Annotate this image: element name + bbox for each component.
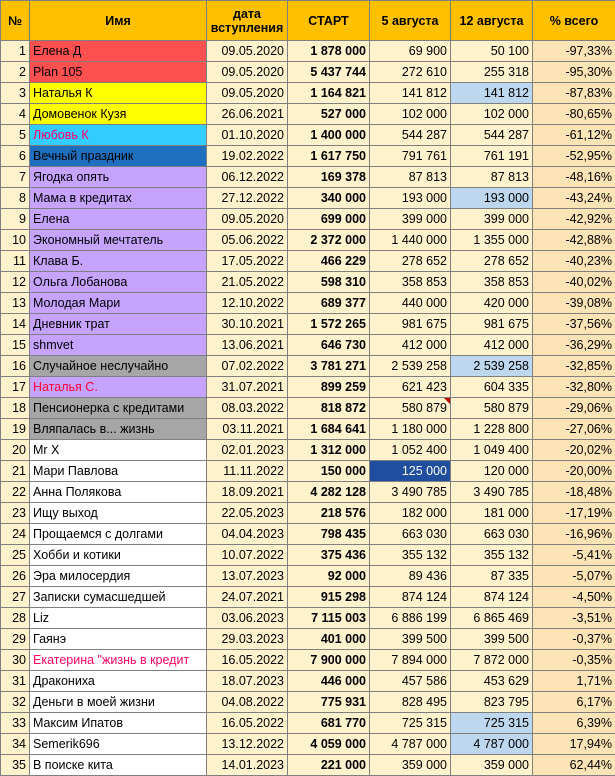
cell-aug5[interactable]: 7 894 000 <box>370 650 451 671</box>
cell-name[interactable]: shmvet <box>30 335 207 356</box>
cell-no[interactable]: 16 <box>1 356 30 377</box>
table-row <box>1 104 615 125</box>
cell-no[interactable]: 1 <box>1 41 30 62</box>
cell-aug5[interactable]: 621 423 <box>370 377 451 398</box>
cell-date[interactable]: 04.08.2022 <box>207 692 288 713</box>
cell-pct[interactable]: 6,39% <box>533 713 615 734</box>
cell-no[interactable]: 26 <box>1 566 30 587</box>
cell-aug5[interactable]: 355 132 <box>370 545 451 566</box>
cell-start[interactable]: 527 000 <box>288 104 370 125</box>
table-row <box>1 650 615 671</box>
cell-aug12[interactable]: 355 132 <box>451 545 533 566</box>
table-row <box>1 293 615 314</box>
cell-no[interactable]: 19 <box>1 419 30 440</box>
cell-name[interactable]: Semerik696 <box>30 734 207 755</box>
cell-no[interactable]: 35 <box>1 755 30 776</box>
cell-no[interactable]: 20 <box>1 440 30 461</box>
table-row <box>1 503 615 524</box>
cell-no[interactable]: 2 <box>1 62 30 83</box>
cell-aug12[interactable]: 4 787 000 <box>451 734 533 755</box>
cell-aug5[interactable]: 828 495 <box>370 692 451 713</box>
cell-no[interactable]: 30 <box>1 650 30 671</box>
cell-pct[interactable]: 6,17% <box>533 692 615 713</box>
cell-name[interactable]: Наталья С. <box>30 377 207 398</box>
cell-name[interactable]: Записки сумасшедшей <box>30 587 207 608</box>
cell-start[interactable]: 375 436 <box>288 545 370 566</box>
cell-pct[interactable]: -97,33% <box>533 41 615 62</box>
cell-date[interactable]: 01.10.2020 <box>207 125 288 146</box>
table-row <box>1 545 615 566</box>
cell-no[interactable]: 23 <box>1 503 30 524</box>
cell-no[interactable]: 17 <box>1 377 30 398</box>
cell-pct[interactable]: -52,95% <box>533 146 615 167</box>
cell-name[interactable]: Мама в кредитах <box>30 188 207 209</box>
cell-date[interactable]: 19.02.2022 <box>207 146 288 167</box>
table-row <box>1 62 615 83</box>
cell-start[interactable]: 689 377 <box>288 293 370 314</box>
cell-pct[interactable]: -80,65% <box>533 104 615 125</box>
cell-aug5[interactable]: 981 675 <box>370 314 451 335</box>
cell-pct[interactable]: 1,71% <box>533 671 615 692</box>
cell-name[interactable]: Вляпалась в... жизнь <box>30 419 207 440</box>
header-no[interactable]: № <box>1 1 30 41</box>
cell-start[interactable]: 4 282 128 <box>288 482 370 503</box>
cell-name[interactable]: Клава Б. <box>30 251 207 272</box>
cell-aug5[interactable]: 125 000 <box>370 461 451 482</box>
table-row <box>1 314 615 335</box>
cell-no[interactable]: 34 <box>1 734 30 755</box>
cell-date[interactable]: 09.05.2020 <box>207 209 288 230</box>
cell-no[interactable]: 28 <box>1 608 30 629</box>
cell-no[interactable]: 29 <box>1 629 30 650</box>
cell-name[interactable]: Максим Ипатов <box>30 713 207 734</box>
table-row <box>1 608 615 629</box>
cell-aug12[interactable]: 420 000 <box>451 293 533 314</box>
cell-name[interactable]: Елена Д <box>30 41 207 62</box>
table-row <box>1 83 615 104</box>
cell-aug12[interactable]: 761 191 <box>451 146 533 167</box>
cell-aug12[interactable]: 1 355 000 <box>451 230 533 251</box>
cell-start[interactable]: 221 000 <box>288 755 370 776</box>
header-name[interactable]: Имя <box>30 1 207 41</box>
cell-date[interactable]: 02.01.2023 <box>207 440 288 461</box>
cell-name[interactable]: Прощаемся с долгами <box>30 524 207 545</box>
cell-name[interactable]: Экономный мечтатель <box>30 230 207 251</box>
cell-aug12[interactable]: 87 335 <box>451 566 533 587</box>
cell-start[interactable]: 775 931 <box>288 692 370 713</box>
cell-aug12[interactable]: 1 228 800 <box>451 419 533 440</box>
cell-no[interactable]: 32 <box>1 692 30 713</box>
table-row <box>1 398 615 419</box>
cell-date[interactable]: 31.07.2021 <box>207 377 288 398</box>
cell-no[interactable]: 10 <box>1 230 30 251</box>
table-row <box>1 230 615 251</box>
cell-no[interactable]: 5 <box>1 125 30 146</box>
table-row <box>1 209 615 230</box>
cell-aug5[interactable]: 1 440 000 <box>370 230 451 251</box>
table-row <box>1 146 615 167</box>
table-row <box>1 671 615 692</box>
cell-name[interactable]: Ягодка опять <box>30 167 207 188</box>
cell-start[interactable]: 4 059 000 <box>288 734 370 755</box>
cell-name[interactable]: Гаянэ <box>30 629 207 650</box>
cell-start[interactable]: 218 576 <box>288 503 370 524</box>
cell-start[interactable]: 401 000 <box>288 629 370 650</box>
cell-date[interactable]: 09.05.2020 <box>207 83 288 104</box>
cell-aug5[interactable]: 278 652 <box>370 251 451 272</box>
cell-start[interactable]: 1 572 265 <box>288 314 370 335</box>
cell-date[interactable]: 18.09.2021 <box>207 482 288 503</box>
cell-aug12[interactable]: 399 000 <box>451 209 533 230</box>
cell-aug12[interactable]: 50 100 <box>451 41 533 62</box>
cell-aug5[interactable]: 3 490 785 <box>370 482 451 503</box>
cell-start[interactable]: 169 378 <box>288 167 370 188</box>
cell-no[interactable]: 11 <box>1 251 30 272</box>
cell-aug5[interactable]: 412 000 <box>370 335 451 356</box>
cell-aug12[interactable]: 141 812 <box>451 83 533 104</box>
cell-start[interactable]: 1 684 641 <box>288 419 370 440</box>
cell-no[interactable]: 14 <box>1 314 30 335</box>
cell-date[interactable]: 06.12.2022 <box>207 167 288 188</box>
cell-aug12[interactable]: 6 865 469 <box>451 608 533 629</box>
cell-name[interactable]: Эра милосердия <box>30 566 207 587</box>
cell-name[interactable]: Ищу выход <box>30 503 207 524</box>
cell-name[interactable]: Пенсионерка с кредитами <box>30 398 207 419</box>
cell-date[interactable]: 29.03.2023 <box>207 629 288 650</box>
cell-start[interactable]: 466 229 <box>288 251 370 272</box>
header-aug5[interactable]: 5 августа <box>370 1 451 41</box>
header-aug12[interactable]: 12 августа <box>451 1 533 41</box>
cell-pct[interactable]: -40,02% <box>533 272 615 293</box>
cell-date[interactable]: 03.06.2023 <box>207 608 288 629</box>
cell-date[interactable]: 16.05.2022 <box>207 713 288 734</box>
cell-date[interactable]: 16.05.2022 <box>207 650 288 671</box>
table-row <box>1 587 615 608</box>
cell-date[interactable]: 08.03.2022 <box>207 398 288 419</box>
cell-name[interactable]: Мари Павлова <box>30 461 207 482</box>
cell-aug5[interactable]: 359 000 <box>370 755 451 776</box>
table-row <box>1 41 615 62</box>
cell-no[interactable]: 18 <box>1 398 30 419</box>
cell-pct[interactable]: -16,96% <box>533 524 615 545</box>
cell-start[interactable]: 681 770 <box>288 713 370 734</box>
cell-pct[interactable]: -5,07% <box>533 566 615 587</box>
cell-date[interactable]: 24.07.2021 <box>207 587 288 608</box>
cell-start[interactable]: 2 372 000 <box>288 230 370 251</box>
cell-aug12[interactable]: 193 000 <box>451 188 533 209</box>
cell-no[interactable]: 3 <box>1 83 30 104</box>
table-row <box>1 734 615 755</box>
cell-aug5[interactable]: 6 886 199 <box>370 608 451 629</box>
cell-aug12[interactable]: 120 000 <box>451 461 533 482</box>
cell-no[interactable]: 13 <box>1 293 30 314</box>
cell-no[interactable]: 15 <box>1 335 30 356</box>
table-row <box>1 251 615 272</box>
cell-date[interactable]: 26.06.2021 <box>207 104 288 125</box>
cell-aug5[interactable]: 358 853 <box>370 272 451 293</box>
cell-aug12[interactable]: 663 030 <box>451 524 533 545</box>
cell-start[interactable]: 798 435 <box>288 524 370 545</box>
cell-pct[interactable]: -39,08% <box>533 293 615 314</box>
cell-aug5[interactable]: 4 787 000 <box>370 734 451 755</box>
cell-pct[interactable]: -32,80% <box>533 377 615 398</box>
table-row <box>1 566 615 587</box>
cell-aug12[interactable]: 7 872 000 <box>451 650 533 671</box>
cell-name[interactable]: В поиске кита <box>30 755 207 776</box>
cell-date[interactable]: 30.10.2021 <box>207 314 288 335</box>
cell-name[interactable]: Mr X <box>30 440 207 461</box>
cell-start[interactable]: 598 310 <box>288 272 370 293</box>
cell-aug12[interactable]: 874 124 <box>451 587 533 608</box>
cell-pct[interactable]: -17,19% <box>533 503 615 524</box>
cell-aug5[interactable]: 874 124 <box>370 587 451 608</box>
cell-name[interactable]: Екатерина "жизнь в кредит <box>30 650 207 671</box>
cell-name[interactable]: Вечный праздник <box>30 146 207 167</box>
table-row <box>1 524 615 545</box>
cell-aug12[interactable]: 2 539 258 <box>451 356 533 377</box>
cell-start[interactable]: 1 164 821 <box>288 83 370 104</box>
cell-name[interactable]: Хобби и котики <box>30 545 207 566</box>
cell-pct[interactable]: 62,44% <box>533 755 615 776</box>
cell-start[interactable]: 3 781 271 <box>288 356 370 377</box>
cell-pct[interactable]: -0,35% <box>533 650 615 671</box>
table-row <box>1 440 615 461</box>
header-date[interactable]: дата вступления <box>207 1 288 41</box>
cell-aug5[interactable]: 87 813 <box>370 167 451 188</box>
cell-date[interactable]: 22.05.2023 <box>207 503 288 524</box>
cell-pct[interactable]: -61,12% <box>533 125 615 146</box>
cell-name[interactable]: Liz <box>30 608 207 629</box>
cell-aug5[interactable]: 399 000 <box>370 209 451 230</box>
table-row <box>1 461 615 482</box>
cell-pct[interactable]: -29,06% <box>533 398 615 419</box>
cell-aug5[interactable]: 182 000 <box>370 503 451 524</box>
cell-aug5[interactable]: 791 761 <box>370 146 451 167</box>
cell-pct[interactable]: -42,92% <box>533 209 615 230</box>
cell-no[interactable]: 24 <box>1 524 30 545</box>
cell-aug5[interactable]: 457 586 <box>370 671 451 692</box>
table-row <box>1 272 615 293</box>
cell-start[interactable]: 150 000 <box>288 461 370 482</box>
cell-name[interactable]: Молодая Мари <box>30 293 207 314</box>
cell-date[interactable]: 27.12.2022 <box>207 188 288 209</box>
cell-no[interactable]: 25 <box>1 545 30 566</box>
cell-aug5[interactable]: 663 030 <box>370 524 451 545</box>
cell-pct[interactable]: -0,37% <box>533 629 615 650</box>
cell-aug12[interactable]: 399 500 <box>451 629 533 650</box>
cell-name[interactable]: Дневник трат <box>30 314 207 335</box>
cell-no[interactable]: 6 <box>1 146 30 167</box>
cell-pct[interactable]: -20,02% <box>533 440 615 461</box>
cell-start[interactable]: 7 900 000 <box>288 650 370 671</box>
cell-aug12[interactable]: 823 795 <box>451 692 533 713</box>
cell-pct[interactable]: -42,88% <box>533 230 615 251</box>
table-row <box>1 713 615 734</box>
cell-start[interactable]: 915 298 <box>288 587 370 608</box>
cell-aug12[interactable]: 358 853 <box>451 272 533 293</box>
cell-aug5[interactable]: 1 052 400 <box>370 440 451 461</box>
cell-aug12[interactable]: 181 000 <box>451 503 533 524</box>
cell-date[interactable]: 10.07.2022 <box>207 545 288 566</box>
cell-aug12[interactable]: 87 813 <box>451 167 533 188</box>
table-row <box>1 356 615 377</box>
cell-start[interactable]: 646 730 <box>288 335 370 356</box>
cell-name[interactable]: Plan 105 <box>30 62 207 83</box>
cell-date[interactable]: 13.12.2022 <box>207 734 288 755</box>
cell-date[interactable]: 13.06.2021 <box>207 335 288 356</box>
cell-date[interactable]: 03.11.2021 <box>207 419 288 440</box>
cell-aug12[interactable]: 359 000 <box>451 755 533 776</box>
cell-pct[interactable]: -18,48% <box>533 482 615 503</box>
cell-date[interactable]: 12.10.2022 <box>207 293 288 314</box>
cell-no[interactable]: 22 <box>1 482 30 503</box>
table-row <box>1 755 615 776</box>
cell-pct[interactable]: 17,94% <box>533 734 615 755</box>
cell-aug12[interactable]: 255 318 <box>451 62 533 83</box>
cell-aug12[interactable]: 580 879 <box>451 398 533 419</box>
cell-name[interactable]: Домовенок Кузя <box>30 104 207 125</box>
cell-aug12[interactable]: 412 000 <box>451 335 533 356</box>
cell-aug12[interactable]: 604 335 <box>451 377 533 398</box>
cell-pct[interactable]: -32,85% <box>533 356 615 377</box>
cell-pct[interactable]: -4,50% <box>533 587 615 608</box>
cell-date[interactable]: 05.06.2022 <box>207 230 288 251</box>
cell-aug12[interactable]: 981 675 <box>451 314 533 335</box>
cell-aug5[interactable]: 141 812 <box>370 83 451 104</box>
cell-pct[interactable]: -43,24% <box>533 188 615 209</box>
cell-start[interactable]: 818 872 <box>288 398 370 419</box>
cell-date[interactable]: 21.05.2022 <box>207 272 288 293</box>
cell-aug12[interactable]: 453 629 <box>451 671 533 692</box>
cell-start[interactable]: 699 000 <box>288 209 370 230</box>
table-row <box>1 482 615 503</box>
cell-name[interactable]: Ольга Лобанова <box>30 272 207 293</box>
cell-pct[interactable]: -40,23% <box>533 251 615 272</box>
table-row <box>1 125 615 146</box>
cell-aug5[interactable]: 399 500 <box>370 629 451 650</box>
table-row <box>1 335 615 356</box>
cell-start[interactable]: 7 115 003 <box>288 608 370 629</box>
cell-date[interactable]: 09.05.2020 <box>207 62 288 83</box>
cell-name[interactable]: Елена <box>30 209 207 230</box>
cell-aug12[interactable]: 1 049 400 <box>451 440 533 461</box>
cell-date[interactable]: 11.11.2022 <box>207 461 288 482</box>
header-pct[interactable]: % всего <box>533 1 615 41</box>
table-row <box>1 692 615 713</box>
header-start[interactable]: СТАРТ <box>288 1 370 41</box>
table-row <box>1 419 615 440</box>
cell-no[interactable]: 27 <box>1 587 30 608</box>
cell-date[interactable]: 17.05.2022 <box>207 251 288 272</box>
cell-aug5[interactable]: 544 287 <box>370 125 451 146</box>
cell-start[interactable]: 92 000 <box>288 566 370 587</box>
cell-pct[interactable]: -87,83% <box>533 83 615 104</box>
cell-name[interactable]: Случайное неслучайно <box>30 356 207 377</box>
cell-aug5[interactable]: 69 900 <box>370 41 451 62</box>
cell-date[interactable]: 07.02.2022 <box>207 356 288 377</box>
cell-aug12[interactable]: 278 652 <box>451 251 533 272</box>
cell-aug5[interactable]: 2 539 258 <box>370 356 451 377</box>
cell-no[interactable]: 21 <box>1 461 30 482</box>
header-row <box>1 1 615 41</box>
cell-aug12[interactable]: 544 287 <box>451 125 533 146</box>
cell-pct[interactable]: -37,56% <box>533 314 615 335</box>
cell-pct[interactable]: -3,51% <box>533 608 615 629</box>
cell-start[interactable]: 1 400 000 <box>288 125 370 146</box>
cell-no[interactable]: 9 <box>1 209 30 230</box>
cell-date[interactable]: 13.07.2023 <box>207 566 288 587</box>
cell-date[interactable]: 09.05.2020 <box>207 41 288 62</box>
cell-date[interactable]: 14.01.2023 <box>207 755 288 776</box>
cell-name[interactable]: Анна Полякова <box>30 482 207 503</box>
cell-aug5[interactable]: 102 000 <box>370 104 451 125</box>
cell-aug12[interactable]: 102 000 <box>451 104 533 125</box>
cell-no[interactable]: 12 <box>1 272 30 293</box>
cell-aug5[interactable]: 440 000 <box>370 293 451 314</box>
cell-name[interactable]: Дракониха <box>30 671 207 692</box>
cell-start[interactable]: 340 000 <box>288 188 370 209</box>
cell-pct[interactable]: -5,41% <box>533 545 615 566</box>
cell-aug5[interactable]: 193 000 <box>370 188 451 209</box>
table-row <box>1 167 615 188</box>
cell-aug5[interactable]: 1 180 000 <box>370 419 451 440</box>
cell-date[interactable]: 04.04.2023 <box>207 524 288 545</box>
cell-date[interactable]: 18.07.2023 <box>207 671 288 692</box>
cell-pct[interactable]: -20,00% <box>533 461 615 482</box>
cell-no[interactable]: 7 <box>1 167 30 188</box>
cell-no[interactable]: 4 <box>1 104 30 125</box>
cell-pct[interactable]: -48,16% <box>533 167 615 188</box>
cell-start[interactable]: 899 259 <box>288 377 370 398</box>
cell-aug12[interactable]: 3 490 785 <box>451 482 533 503</box>
cell-name[interactable]: Наталья К <box>30 83 207 104</box>
cell-start[interactable]: 1 312 000 <box>288 440 370 461</box>
cell-name[interactable]: Любовь К <box>30 125 207 146</box>
cell-aug5[interactable]: 725 315 <box>370 713 451 734</box>
cell-start[interactable]: 5 437 744 <box>288 62 370 83</box>
cell-pct[interactable]: -36,29% <box>533 335 615 356</box>
cell-aug5[interactable]: 89 436 <box>370 566 451 587</box>
cell-name[interactable]: Деньги в моей жизни <box>30 692 207 713</box>
table-row <box>1 377 615 398</box>
cell-start[interactable]: 1 878 000 <box>288 41 370 62</box>
cell-start[interactable]: 1 617 750 <box>288 146 370 167</box>
cell-no[interactable]: 31 <box>1 671 30 692</box>
cell-pct[interactable]: -95,30% <box>533 62 615 83</box>
cell-aug12[interactable]: 725 315 <box>451 713 533 734</box>
cell-no[interactable]: 33 <box>1 713 30 734</box>
cell-pct[interactable]: -27,06% <box>533 419 615 440</box>
table-row <box>1 188 615 209</box>
cell-aug5[interactable]: 272 610 <box>370 62 451 83</box>
cell-aug5[interactable]: 580 879 <box>370 398 451 419</box>
table-row <box>1 629 615 650</box>
cell-start[interactable]: 446 000 <box>288 671 370 692</box>
cell-no[interactable]: 8 <box>1 188 30 209</box>
